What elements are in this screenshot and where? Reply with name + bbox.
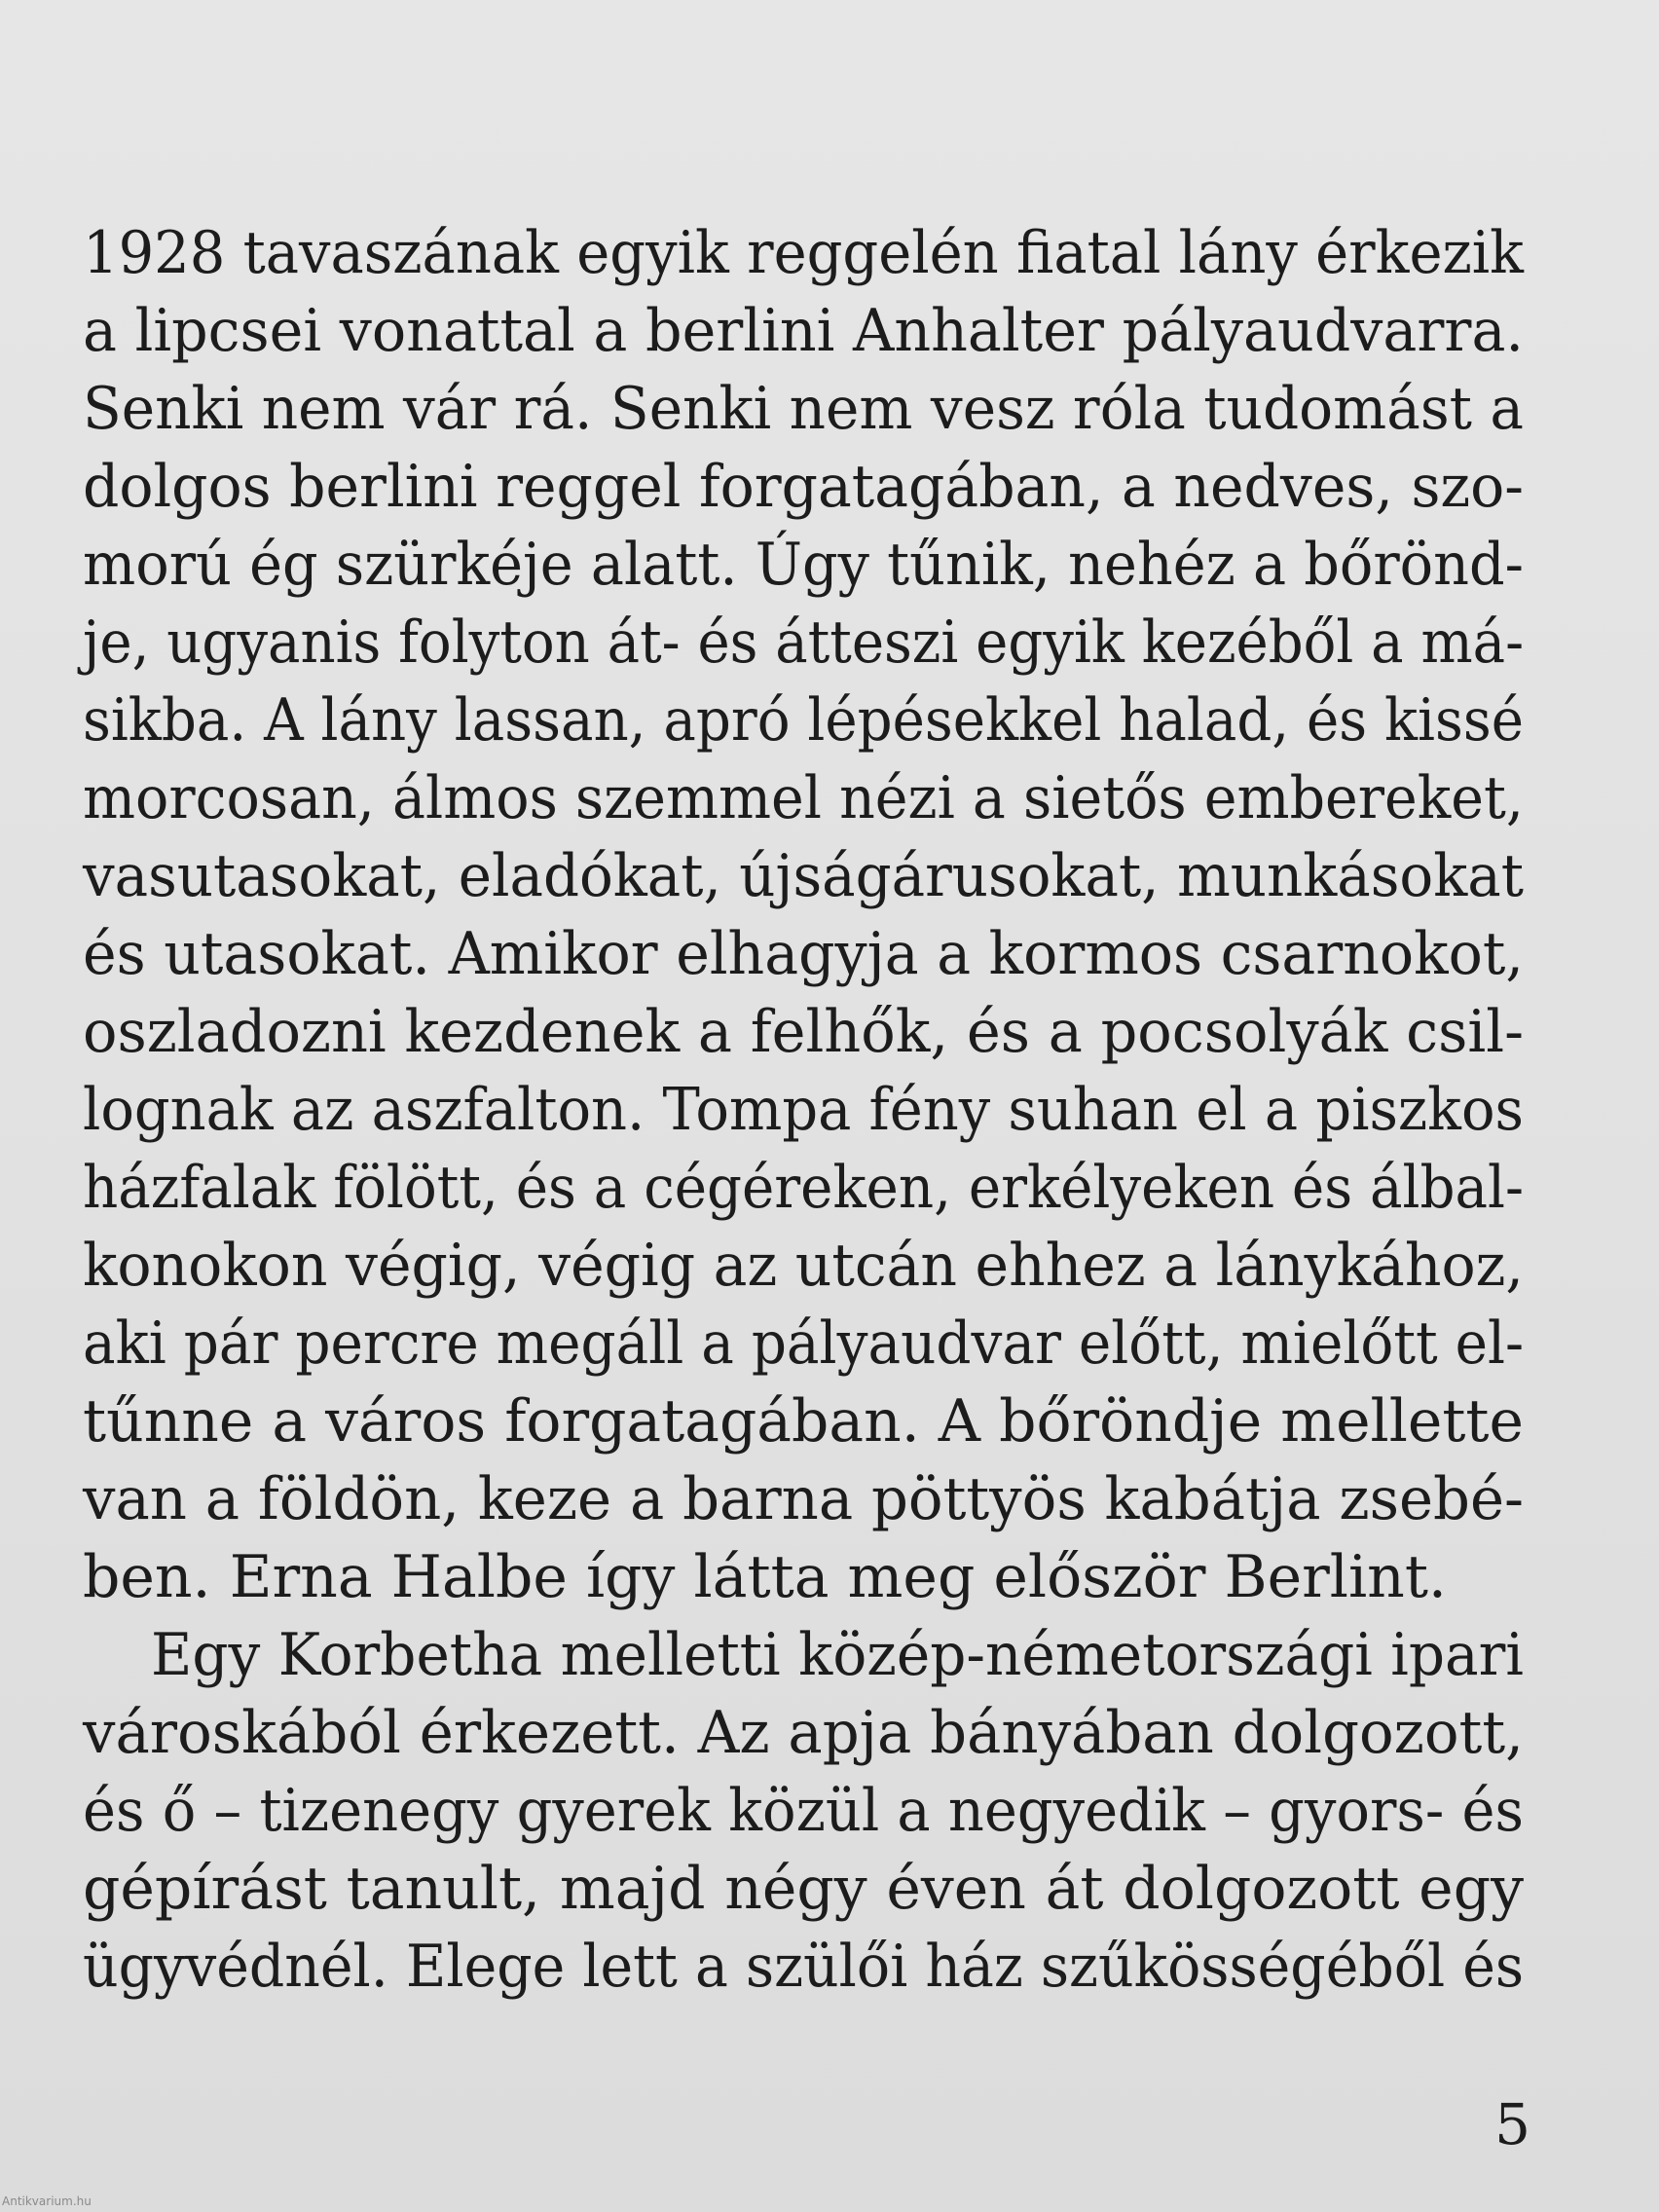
text-line: városkából érkezett. Az apja bányában dolgozott, bbox=[83, 1699, 1525, 1767]
text-line: a lipcsei vonattal a berlini Anhalter pályaudvarra. bbox=[83, 297, 1525, 365]
text-line: ügyvédnél. Elege lett a szülői ház szűkösségéből és bbox=[83, 1933, 1525, 2001]
text-line: konokon végig, végig az utcán ehhez a lánykához, bbox=[83, 1232, 1524, 1300]
text-line: lognak az aszfalton. Tompa fény suhan el a piszkos bbox=[83, 1076, 1524, 1144]
watermark: Antikvarium.hu bbox=[2, 2194, 92, 2208]
text-line: gépírást tanult, majd négy éven át dolgozott egy bbox=[83, 1855, 1524, 1923]
page-number: 5 bbox=[1494, 2091, 1530, 2157]
text-line: tűnne a város forgatagában. A bőröndje mellette bbox=[83, 1387, 1524, 1456]
text-line: Senki nem vár rá. Senki nem vesz róla tudomást a bbox=[83, 375, 1525, 443]
text-line: házfalak fölött, és a cégéreken, erkélyeken és álbal- bbox=[83, 1154, 1525, 1222]
text-line: ben. Erna Halbe így látta meg először Berlint. bbox=[83, 1543, 1448, 1611]
text-line: sikba. A lány lassan, apró lépésekkel halad, és kissé bbox=[83, 686, 1524, 755]
text-line: van a földön, keze a barna pöttyös kabátja zsebé- bbox=[83, 1465, 1525, 1533]
text-line: 1928 tavaszának egyik reggelén fiatal lány érkezik bbox=[83, 219, 1525, 287]
text-line: és ő – tizenegy gyerek közül a negyedik – gyors- és bbox=[83, 1777, 1524, 1845]
text-line: morú ég szürkéje alatt. Úgy tűnik, nehéz a bőrönd- bbox=[83, 531, 1524, 599]
text-line: je, ugyanis folyton át- és átteszi egyik kezéből a má- bbox=[83, 608, 1525, 677]
text-line: Egy Korbetha melletti közép-németországi ipari bbox=[151, 1621, 1524, 1689]
text-line: morcosan, álmos szemmel nézi a sietős embereket, bbox=[83, 764, 1525, 832]
text-line: oszladozni kezdenek a felhők, és a pocsolyák csil- bbox=[83, 998, 1524, 1066]
text-line: dolgos berlini reggel forgatagában, a nedves, szo- bbox=[83, 453, 1525, 521]
text-line: és utasokat. Amikor elhagyja a kormos csarnokot, bbox=[83, 920, 1524, 988]
text-line: vasutasokat, eladókat, újságárusokat, munkásokat bbox=[83, 842, 1525, 910]
text-line: aki pár percre megáll a pályaudvar előtt, mielőtt el- bbox=[83, 1309, 1525, 1378]
